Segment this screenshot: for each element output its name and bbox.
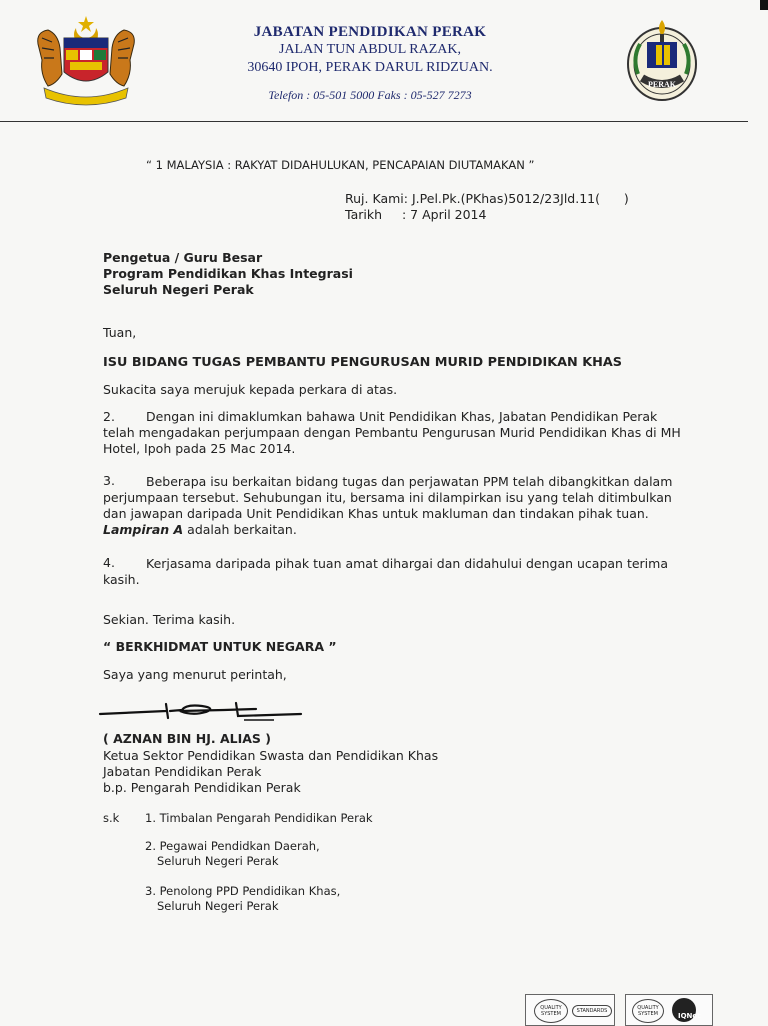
attachment-reference: Lampiran A: [103, 522, 184, 537]
header-divider: [0, 121, 748, 122]
reference-label: Ruj. Kami:: [345, 191, 408, 206]
paragraph-2-line: Dengan ini dimaklumkan bahawa Unit Pendidikan Khas, Jabatan Pendidikan Perak: [146, 409, 658, 424]
date-value: : 7 April 2014: [402, 207, 487, 222]
recipient-line: Seluruh Negeri Perak: [103, 282, 254, 297]
recipient-line: Program Pendidikan Khas Integrasi: [103, 266, 353, 281]
paragraph-4-line: Kerjasama daripada pihak tuan amat dihargai dan didahului dengan ucapan terima: [146, 556, 668, 571]
cc-item: 1. Timbalan Pengarah Pendidikan Perak: [145, 811, 373, 825]
certification-badge: [525, 994, 615, 1026]
badge-text: IQNet: [678, 1012, 701, 1020]
reference-value: J.Pel.Pk.(PKhas)5012/23Jld.11( ): [412, 191, 629, 206]
perak-education-logo: [620, 14, 704, 104]
badge-text: QUALITY SYSTEM: [637, 1005, 659, 1017]
national-motto: “ 1 MALAYSIA : RAKYAT DIDAHULUKAN, PENCAPAIAN DIUTAMAKAN ”: [146, 158, 535, 172]
cc-item: 2. Pegawai Pendidkan Daerah,: [145, 839, 320, 853]
organization-name: JABATAN PENDIDIKAN PERAK: [253, 24, 487, 40]
scan-edge-mark: [760, 0, 768, 10]
certification-badge: [625, 994, 713, 1026]
closing-line: Sekian. Terima kasih.: [103, 612, 236, 627]
paragraph-4-line: kasih.: [103, 572, 140, 587]
coat-of-arms-logo: [30, 14, 142, 106]
cc-item: 3. Penolong PPD Pendidikan Khas,: [145, 884, 341, 898]
paragraph-3-line: [103, 522, 297, 538]
salutation: Tuan,: [103, 325, 137, 340]
perak-logo-label: PERAK: [648, 80, 676, 89]
paragraph-2-line: telah mengadakan perjumpaan dengan Pembantu Pengurusan Murid Pendidikan Khas di MH: [103, 425, 681, 440]
paragraph-3-tail: adalah berkaitan.: [183, 522, 297, 537]
paragraph-3-line: perjumpaan tersebut. Sehubungan itu, bersama ini dilampirkan isu yang telah ditimbulkan: [103, 490, 672, 505]
cc-item-sub: Seluruh Negeri Perak: [157, 854, 279, 868]
signatory-title: Jabatan Pendidikan Perak: [103, 764, 262, 779]
cc-label: s.k: [103, 811, 120, 825]
signature: [96, 698, 306, 724]
yours-faithfully: Saya yang menurut perintah,: [103, 667, 287, 682]
badge-text: STANDARDS: [572, 1005, 612, 1017]
address-line-2: 30640 IPOH, PERAK DARUL RIDZUAN.: [247, 60, 493, 75]
paragraph-number: 2.: [103, 409, 115, 424]
date-label: Tarikh: [345, 207, 382, 222]
paragraph-number: 3.: [103, 473, 115, 488]
phone-fax-line: Telefon : 05-501 5000 Faks : 05-527 7273: [268, 88, 472, 102]
subject-line: ISU BIDANG TUGAS PEMBANTU PENGURUSAN MURID PENDIDIKAN KHAS: [103, 355, 622, 370]
cc-item-sub: Seluruh Negeri Perak: [157, 899, 279, 913]
paragraph-2-line: Hotel, Ipoh pada 25 Mac 2014.: [103, 441, 296, 456]
paragraph-1: Sukacita saya merujuk kepada perkara di atas.: [103, 382, 398, 397]
badge-text: QUALITY SYSTEM: [540, 1005, 562, 1017]
paragraph-number: 4.: [103, 555, 115, 570]
service-slogan: “ BERKHIDMAT UNTUK NEGARA ”: [103, 639, 337, 654]
signatory-title: Ketua Sektor Pendidikan Swasta dan Pendidikan Khas: [103, 748, 439, 763]
signatory-name: ( AZNAN BIN HJ. ALIAS ): [103, 731, 271, 746]
address-line-1: JALAN TUN ABDUL RAZAK,: [279, 42, 461, 57]
paragraph-3-line: dan jawapan daripada Unit Pendidikan Khas untuk makluman dan tindakan pihak tuan.: [103, 506, 649, 521]
signatory-title: b.p. Pengarah Pendidikan Perak: [103, 780, 301, 795]
recipient-line: Pengetua / Guru Besar: [103, 250, 263, 265]
paragraph-3-line: Beberapa isu berkaitan bidang tugas dan perjawatan PPM telah dibangkitkan dalam: [146, 474, 673, 489]
